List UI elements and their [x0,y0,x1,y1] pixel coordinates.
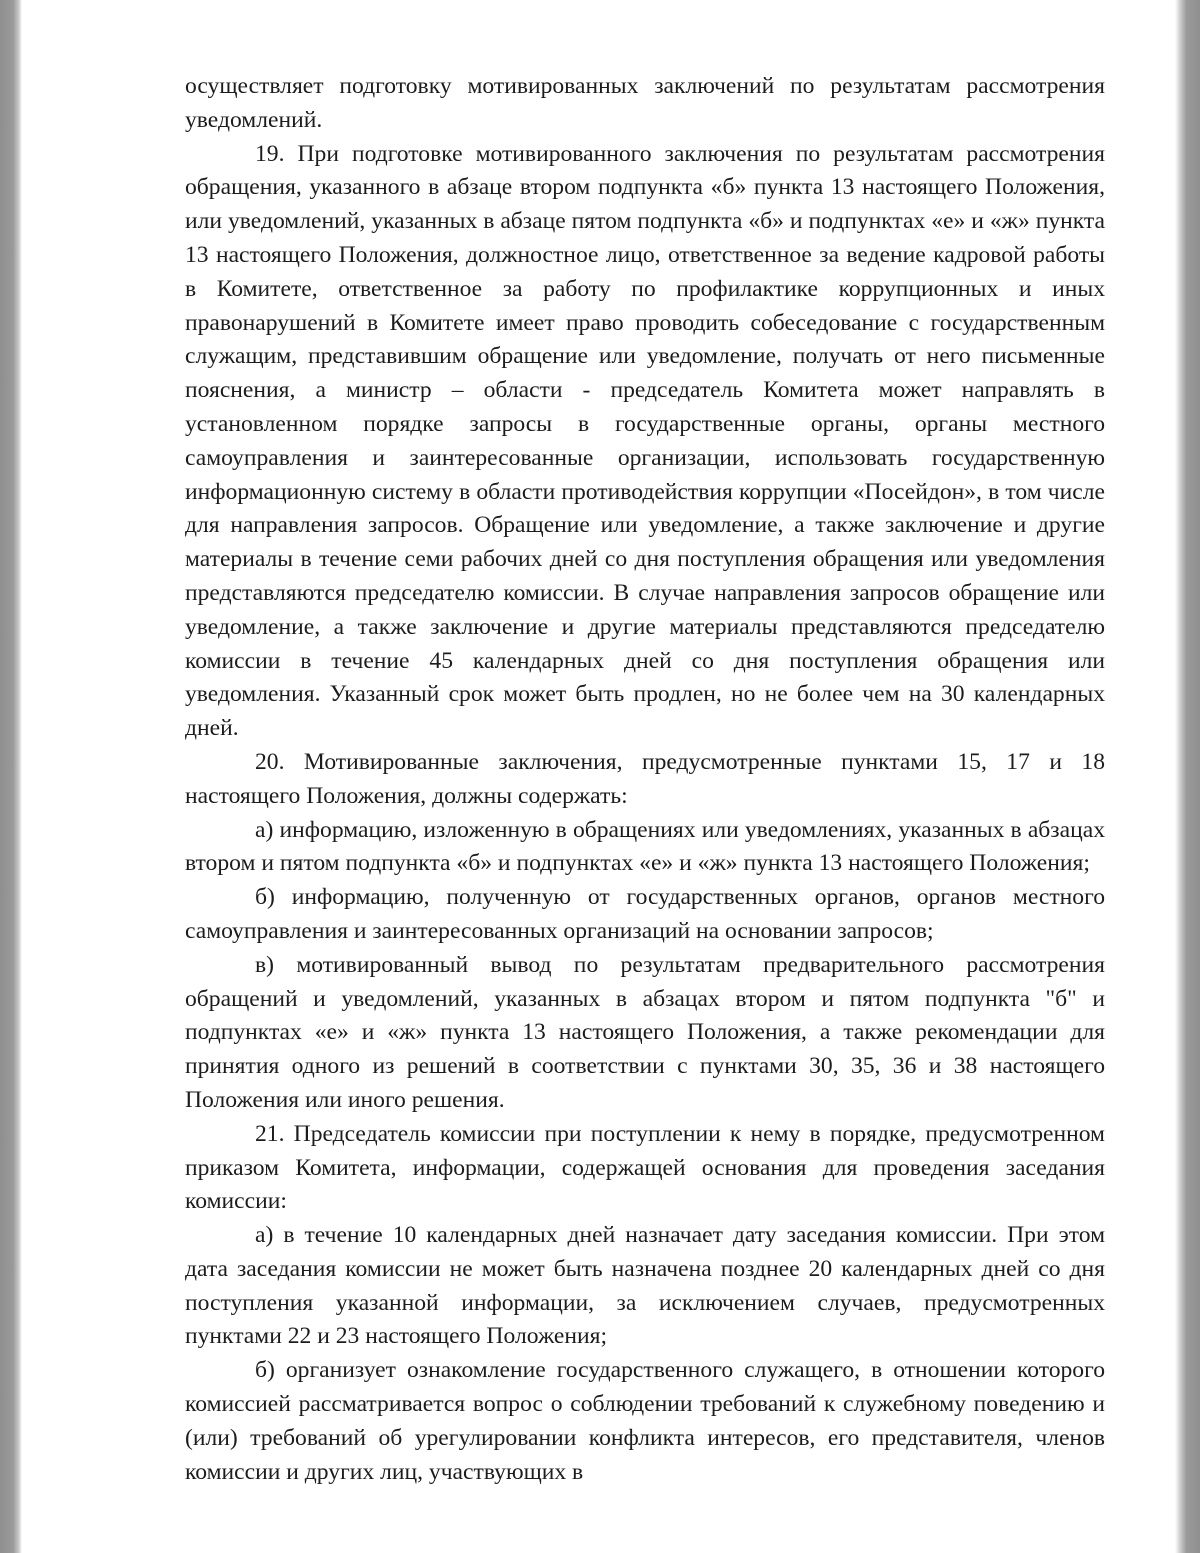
paragraph-item-20-b: б) информацию, полученную от государственных органов, органов местного самоуправления и заинтересованных организаций на основании запросов; [185,884,1105,944]
scan-left-edge-shadow [0,0,22,1553]
paragraph-item-20-v: в) мотивированный вывод по результатам предварительного рассмотрения обращений и уведомлений, указанных в абзацах втором и пятом подпункта "б" и подпунктах «е» и «ж» пункта 13 настоящего Положения, а также рекомендации для принятия одного из решений в соответствии с пунктами 30, 35, 36 и 38 настоящего Положения или иного решения. [185,951,1105,1113]
paragraph-continuation: осуществляет подготовку мотивированных заключений по результатам рассмотрения уведомлений. [185,73,1105,133]
paragraph-item-21-a: а) в течение 10 календарных дней назначает дату заседания комиссии. При этом дата заседания комиссии не может быть назначена позднее 20 календарных дней со дня поступления указанной информации, за исключением случаев, предусмотренных пунктами 22 и 23 настоящего Положения; [185,1222,1105,1350]
paragraph-item-20: 20. Мотивированные заключения, предусмотренные пунктами 15, 17 и 18 настоящего Положения, должны содержать: [185,748,1105,809]
scan-right-edge-shadow [1175,0,1200,1553]
paragraph-item-20-a: а) информацию, изложенную в обращениях или уведомлениях, указанных в абзацах втором и пятом подпункта «б» и подпунктах «е» и «ж» пункта 13 настоящего Положения; [185,816,1105,877]
document-body [185,70,1105,1489]
paragraph-item-21: 21. Председатель комиссии при поступлении к нему в порядке, предусмотренном приказом Комитета, информации, содержащей основания для проведения заседания комиссии: [185,1120,1105,1215]
paragraph-item-21-b: б) организует ознакомление государственного служащего, в отношении которого комиссией рассматривается вопрос о соблюдении требований к служебному поведению и (или) требований об урегулировании конфликта интересов, его представителя, членов комиссии и других лиц, участвующих в [185,1357,1105,1485]
paragraph-item-19: 19. При подготовке мотивированного заключения по результатам рассмотрения обращения, указанного в абзаце втором подпункта «б» пункта 13 настоящего Положения, или уведомлений, указанных в абзаце пятом подпункта «б» и подпунктах «е» и «ж» пункта 13 настоящего Положения, должностное лицо, ответственное за ведение кадровой работы в Комитете, ответственное за работу по профилактике коррупционных и иных правонарушений в Комитете имеет право проводить собеседование с государственным служащим, представившим обращение или уведомление, получать от него письменные пояснения, а министр – области - председатель Комитета может направлять в установленном порядке запросы в государственные органы, органы местного самоуправления и заинтересованные организации, использовать государственную информационную систему в области противодействия коррупции «Посейдон», в том числе для направления запросов. Обращение или уведомление, а также заключение и другие материалы в течение семи рабочих дней со дня поступления обращения или уведомления представляются председателю комиссии. В случае направления запросов обращение или уведомление, а также заключение и другие материалы представляются председателю комиссии в течение 45 календарных дней со дня поступления обращения или уведомления. Указанный срок может быть продлен, но не более чем на 30 календарных дней. [185,140,1105,742]
